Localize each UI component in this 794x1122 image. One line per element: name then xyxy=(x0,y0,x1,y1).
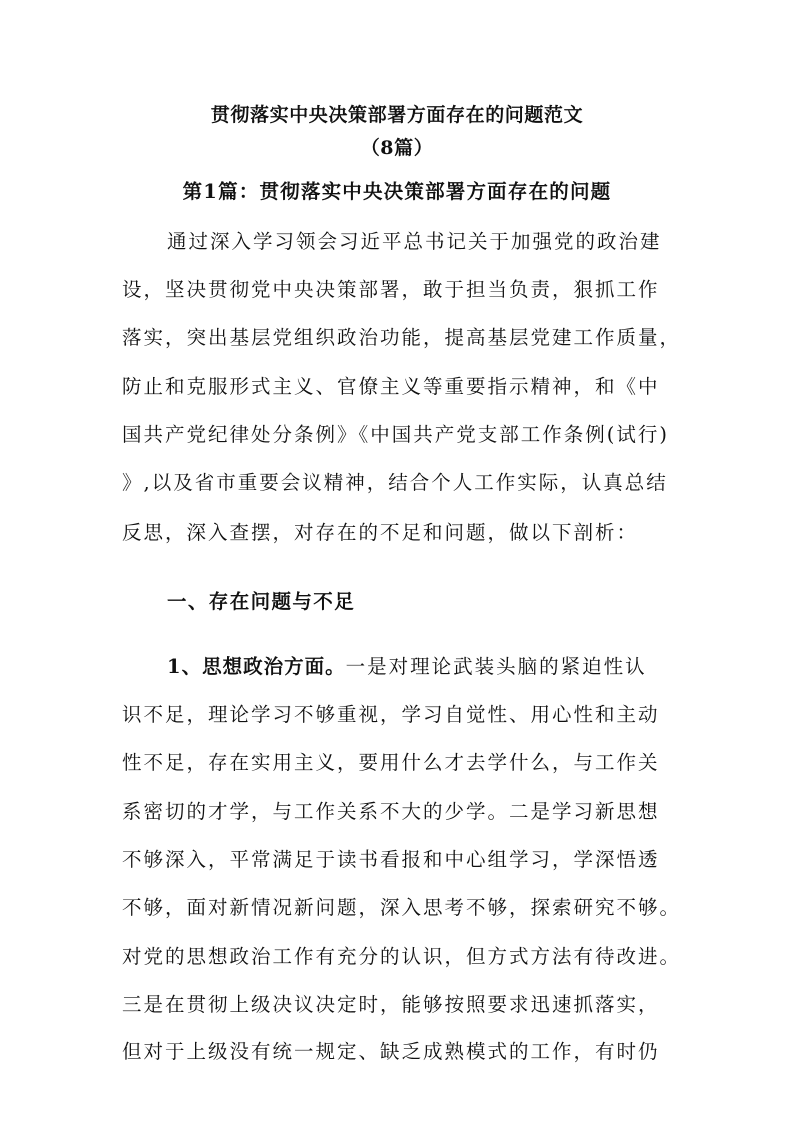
paragraph-line: 系密切的才学，与工作关系不大的少学。二是学习新思想 xyxy=(122,800,660,823)
paragraph-line: 防止和克服形式主义、官僚主义等重要指示精神，和《中 xyxy=(122,375,660,398)
paragraph-line: 设，坚决贯彻党中央决策部署，敢于担当负责，狠抓工作 xyxy=(122,278,660,301)
paragraph-line: 三是在贯彻上级决议决定时，能够按照要求迅速抓落实， xyxy=(122,993,660,1016)
paragraph-line: 不够深入，平常满足于读书看报和中心组学习，学深悟透 xyxy=(122,848,660,871)
paragraph-line xyxy=(167,647,647,687)
paragraph-line: 不够，面对新情况新问题，深入思考不够，探索研究不够。 xyxy=(122,896,682,919)
paragraph-line: 》,以及省市重要会议精神，结合个人工作实际，认真总结 xyxy=(122,471,668,494)
point-lead: 1、思想政治方面。 xyxy=(167,655,346,678)
point-text: 一是对理论武装头脑的紧迫性认 xyxy=(345,655,647,678)
document-title: 贯彻落实中央决策部署方面存在的问题范文 xyxy=(210,104,584,126)
paragraph-line: 国共产党纪律处分条例》《中国共产党支部工作条例(试行) xyxy=(122,423,669,446)
paragraph-line: 但对于上级没有统一规定、缺乏成熟模式的工作，有时仍 xyxy=(122,1040,660,1063)
section-heading: 第1篇：贯彻落实中央决策部署方面存在的问题 xyxy=(182,180,612,203)
paragraph-line: 反思，深入查摆，对存在的不足和问题，做以下剖析： xyxy=(122,521,639,544)
paragraph-line: 识不足，理论学习不够重视，学习自觉性、用心性和主动 xyxy=(122,703,660,726)
document-title-count: （8篇） xyxy=(360,137,434,159)
paragraph-line: 通过深入学习领会习近平总书记关于加强党的政治建 xyxy=(167,230,662,253)
paragraph-line: 对党的思想政治工作有充分的认识，但方式方法有待改进。 xyxy=(122,945,682,968)
subheading: 一、存在问题与不足 xyxy=(167,590,356,613)
paragraph-line: 性不足，存在实用主义，要用什么才去学什么，与工作关 xyxy=(122,751,660,774)
paragraph-line: 落实，突出基层党组织政治功能，提高基层党建工作质量， xyxy=(122,326,682,349)
